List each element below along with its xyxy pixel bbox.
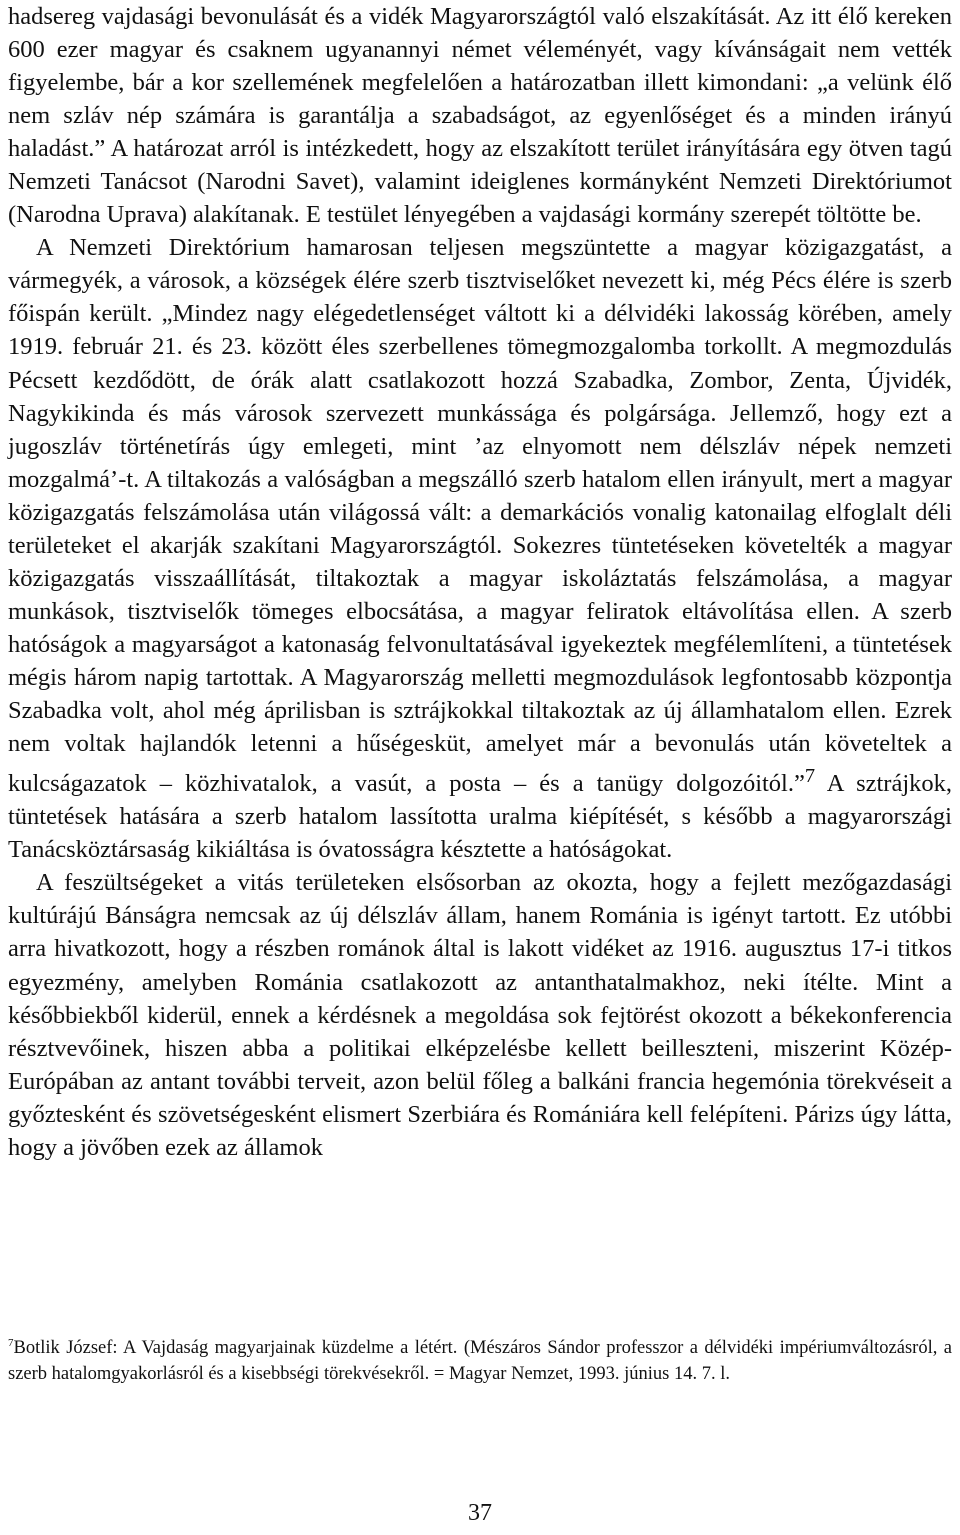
page-number: 37 [468,1500,492,1526]
document-page [8,0,952,1535]
footnote-reference: 7 [804,765,816,788]
paragraph-2 [8,231,952,866]
body-text [8,0,952,1164]
footnote [8,1336,952,1387]
paragraph-2-tail: A sztrájkok, tüntetések hatására a szerb hatalom lassította uralma kiépítését, s később a magyarországi Tanácsköztársaság kikiáltása is óvatosságra késztette a hatóságokat. [8,770,953,864]
footnote-marker: 7 [8,1336,14,1349]
footnote-text: Botlik József: A Vajdaság magyarjainak küzdelme a létért. (Mészáros Sándor professzor a délvidéki impériumváltozásról, a szerb hatalomgyakorlásról és a kisebbségi törekvésekről. = Magyar Nemzet, 1993. június 14. 7. l. [8,1338,952,1384]
paragraph-1: hadsereg vajdasági bevonulását és a vidék Magyarországtól való elszakítását. Az itt élő kereken 600 ezer magyar és csaknem ugyanannyi német véleményét, vagy kívánságait nem vették figyelembe, bár a kor szellemének megfelelően a határozatban illett kimondani: „a velünk élő nem szláv nép számára is garantálja a szabadságot, az egyenlőséget és a minden irányú haladást.” A határozat arról is intézkedett, hogy az elszakított terület irányítására egy ötven tagú Nemzeti Tanácsot (Narodni Savet), valamint ideiglenes kormányként Nemzeti Direktóriumot (Narodna Uprava) alakítanak. E testület lényegében a vajdasági kormány szerepét töltötte be. [8,3,952,229]
footnote-divider [8,1326,348,1327]
paragraph-2-text: A Nemzeti Direktórium hamarosan teljesen megszüntette a magyar közigazgatást, a vármegyék, a városok, a községek élére szerb tisztviselőket nevezett ki, még Pécs élére is szerb főispán került. „Mindez nagy elégedetlenséget váltott ki a délvidéki lakosság körében, amely 1919. február 21. és 23. között éles szerbellenes tömegmozgalomba torkollt. A megmozdulás Pécsett kezdődött, de órák alatt csatlakozott hozzá Szabadka, Zombor, Zenta, Újvidék, Nagykikinda és más városok szervezett munkássága és polgársága. Jellemző, hogy ezt a jugoszláv történetírás úgy emlegeti, mint ’az elnyomott nem délszláv népek nemzeti mozgalmá’-t. A tiltakozás a valóságban a megszálló szerb hatalom ellen irányult, mert a magyar közigazgatás felszámolása után világossá vált: a demarkációs vonalig katonailag elfoglalt déli területeket el akarják szakítani Magyarországtól. Sokezres tüntetéseken követelték a magyar közigazgatás visszaállítását, tiltakoztak a magyar iskoláztatás felszámolása, a magyar munkások, tisztviselők tömeges elbocsátása, a magyar feliratok eltávolítása ellen. A szerb hatóságok a magyarságot a katonaság felvonultatásával igyekeztek megfélemlíteni, a tüntetések mégis három napig tartottak. A Magyarország melletti megmozdulások legfontosabb központja Szabadka volt, ahol még áprilisban is sztrájkokkal tiltakoztak az új államhatalom ellen. Ezrek nem voltak hajlandók letenni a hűségesküt, amelyet már a bevonulás után követeltek a kulcságazatok – közhivatalok, a vasút, a posta – és a tanügy dolgozóitól.” [8,234,952,798]
paragraph-3: A feszültségeket a vitás területeken elsősorban az okozta, hogy a fejlett mezőgazdasági kultúrájú Bánságra nemcsak az új délszláv állam, hanem Románia is igényt tartott. Ez utóbbi arra hivatkozott, hogy a részben románok által is lakott vidéket az 1916. augusztus 17-i titkos egyezmény, amelyben Románia csatlakozott az antanthatalmakhoz, neki ítélte. Mint a későbbiekből kiderül, ennek a kérdésnek a megoldása sok fejtörést okozott a békekonferencia résztvevőinek, hiszen abba a politikai elképzelésbe kellett beilleszteni, miszerint Közép-Európában az antant további terveit, azon belül főleg a balkáni francia hegemónia törekvéseit a győztesként és szövetségesként elismert Szerbiára és Romániára kell felépíteni. Párizs úgy látta, hogy a jövőben ezek az államok [8,869,952,1161]
